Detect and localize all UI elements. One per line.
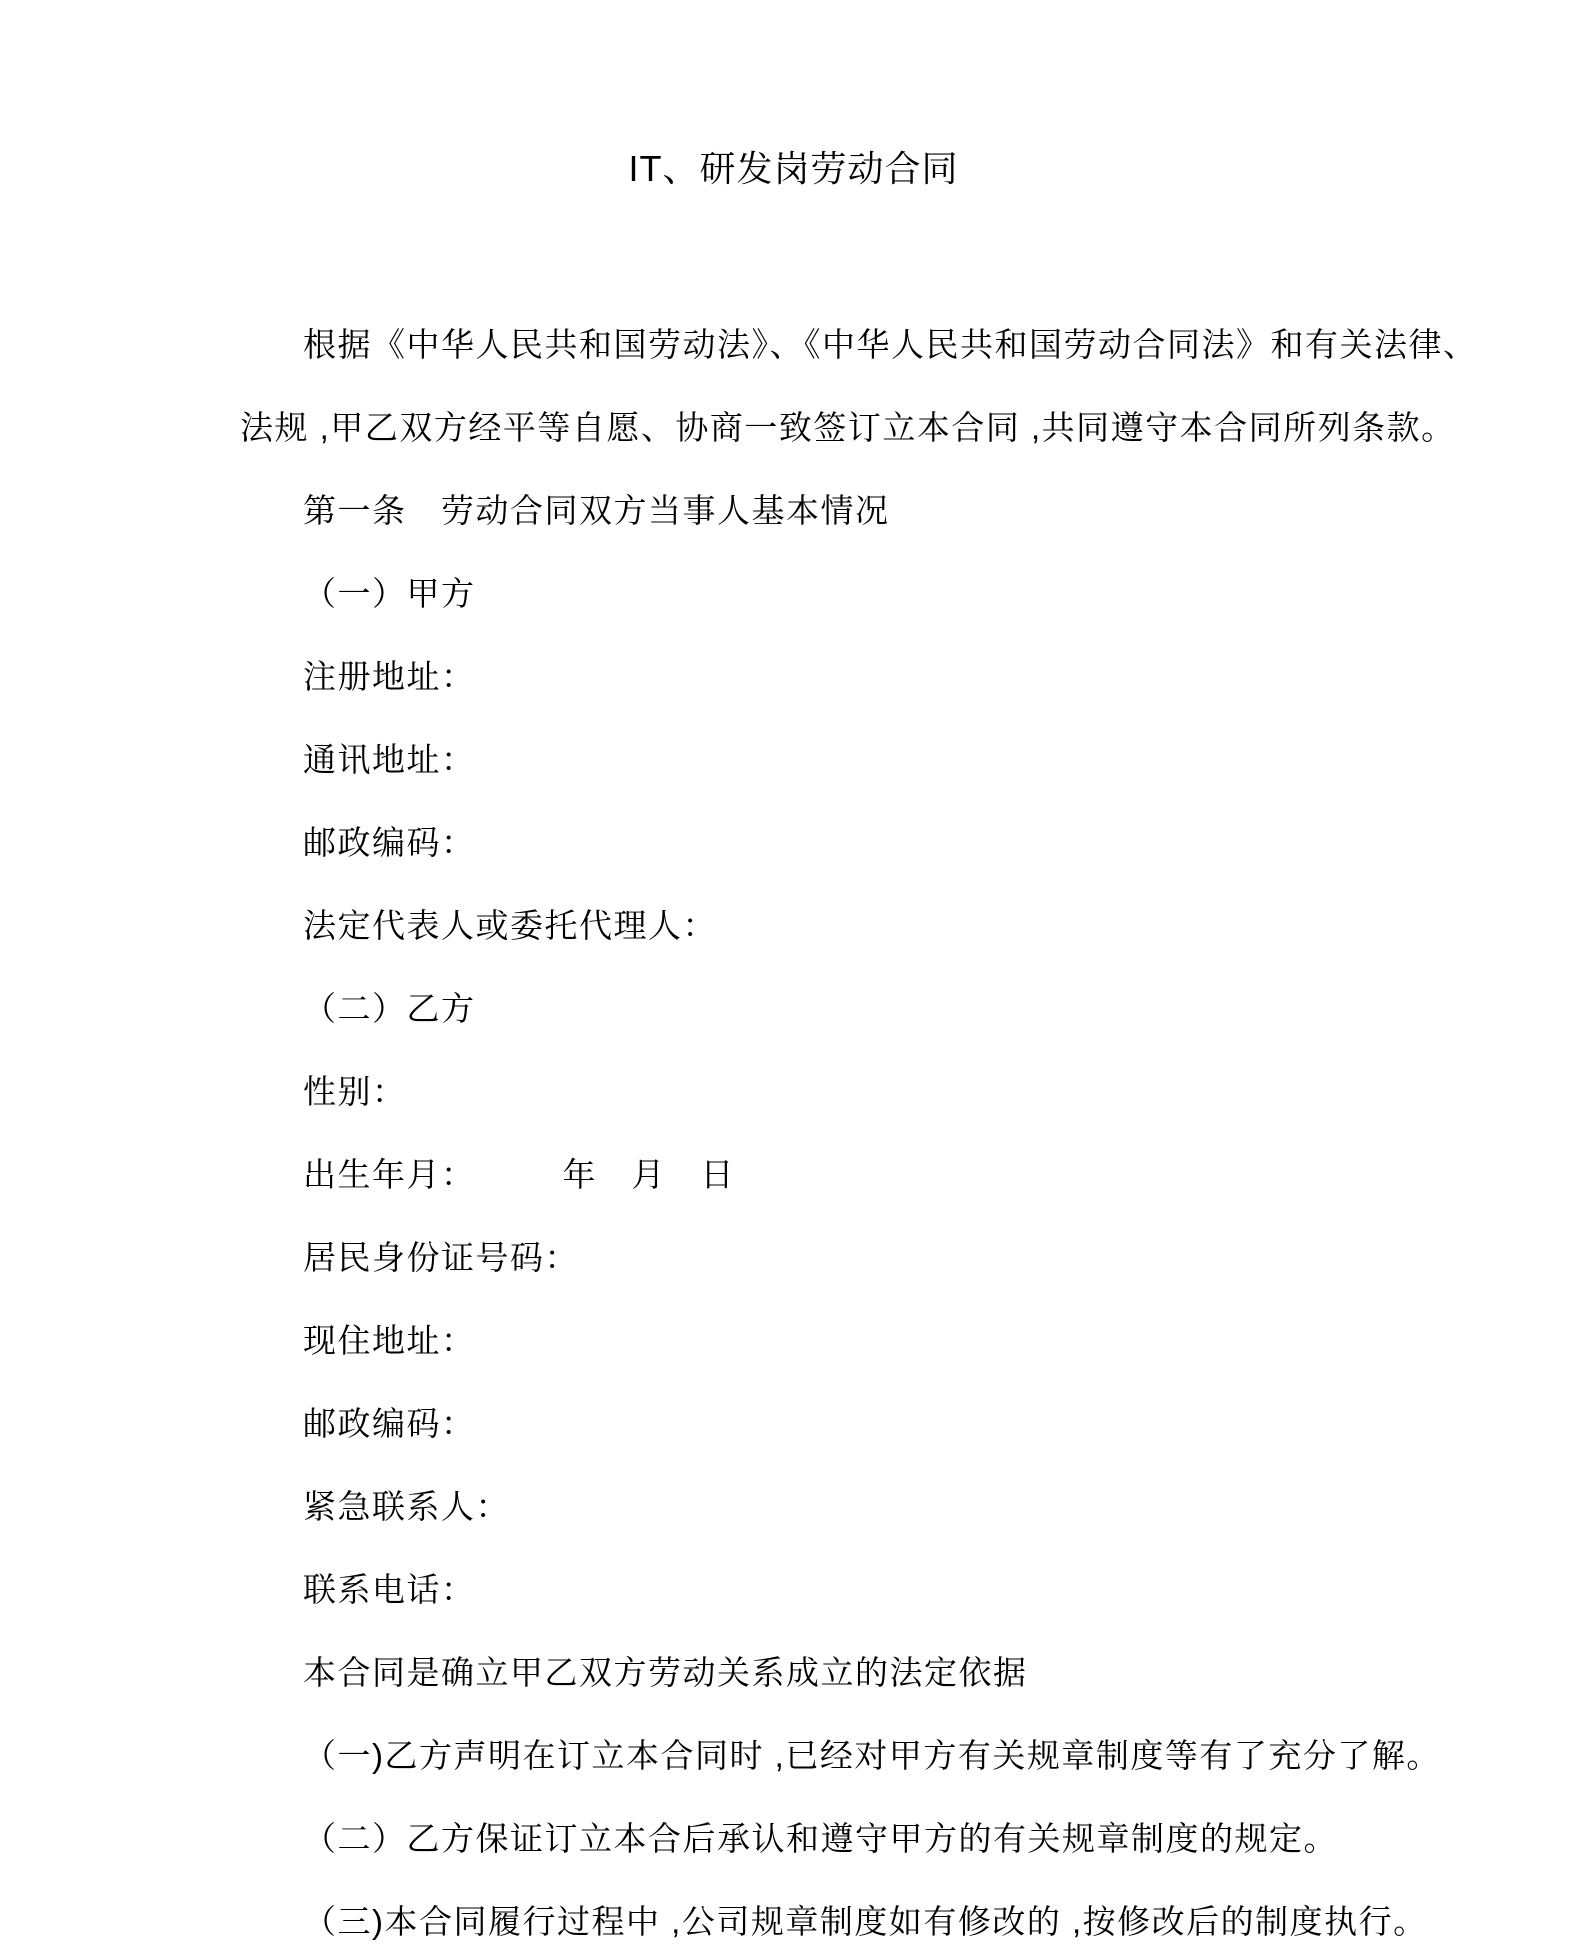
text-line: （一)乙方声明在订立本合同时 ,已经对甲方有关规章制度等有了充分了解。: [303, 1737, 1441, 1774]
text-line: 性别：: [303, 1073, 407, 1110]
text-line: 法规 ,甲乙双方经平等自愿、协商一致签订立本合同 ,共同遵守本合同所列条款。: [240, 409, 1456, 446]
text-line: 通讯地址：: [303, 741, 476, 778]
text-line: 邮政编码：: [303, 824, 476, 861]
text-line: （一）甲方: [303, 575, 476, 612]
text-line: 出生年月： 年 月 日: [303, 1156, 735, 1193]
text-line: 联系电话：: [303, 1571, 476, 1608]
text-line: 现住地址：: [303, 1322, 476, 1359]
text-line: （三)本合同履行过程中 ,公司规章制度如有修改的 ,按修改后的制度执行。: [303, 1903, 1428, 1940]
text-line: 紧急联系人：: [303, 1488, 510, 1525]
document-title: IT、研发岗劳动合同: [628, 148, 959, 189]
text-line: 法定代表人或委托代理人：: [303, 907, 717, 944]
text-line: （二）乙方保证订立本合后承认和遵守甲方的有关规章制度的规定。: [303, 1820, 1338, 1857]
text-line: 居民身份证号码：: [303, 1239, 579, 1276]
text-line: 邮政编码：: [303, 1405, 476, 1442]
text-line: 根据《中华人民共和国劳动法》、《中华人民共和国劳动合同法》和有关法律、: [303, 326, 1478, 363]
text-line: （二）乙方: [303, 990, 476, 1027]
text-line: 注册地址：: [303, 658, 476, 695]
text-line: 本合同是确立甲乙双方劳动关系成立的法定依据: [303, 1654, 1028, 1691]
text-line: 第一条 劳动合同双方当事人基本情况: [303, 492, 890, 529]
document-body: [240, 303, 1547, 1945]
